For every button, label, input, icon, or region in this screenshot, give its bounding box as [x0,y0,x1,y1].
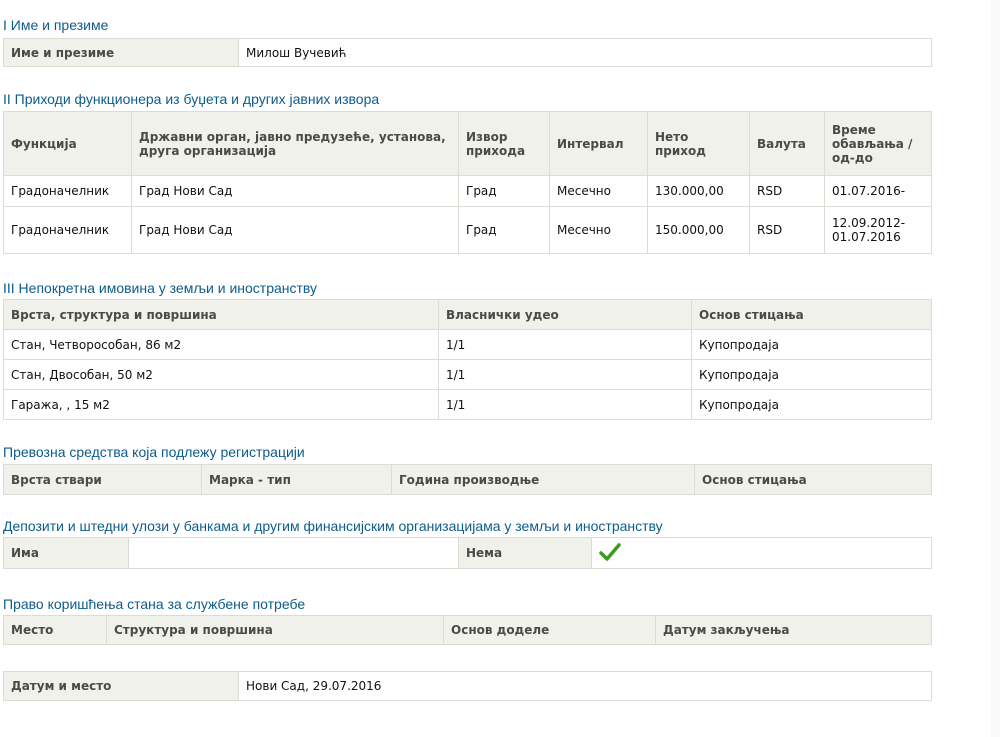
property-header: Врста, структура и површина [4,300,439,330]
housing-header: Место [4,616,107,645]
income-cell: Град [459,207,550,254]
section-deposits-title: Депозити и штедни улози у банкама и другим финансијским организацијама у земљи и иностранству [3,518,663,534]
income-header: Нето приход [648,112,750,176]
income-cell: Град [459,176,550,207]
income-cell: Градоначелник [4,207,132,254]
income-cell: RSD [750,176,825,207]
deposits-ima-label: Има [4,538,129,569]
property-cell: Купопродаја [692,360,932,390]
income-header: Функција [4,112,132,176]
housing-header: Датум закључења [656,616,932,645]
vehicles-header-row [4,465,932,495]
property-table [3,299,932,420]
vehicles-header: Основ стицања [695,465,932,495]
date-place-value: Нови Сад, 29.07.2016 [239,672,932,701]
vehicles-header: Врста ствари [4,465,202,495]
name-table [3,38,932,67]
income-cell: 130.000,00 [648,176,750,207]
income-cell: 150.000,00 [648,207,750,254]
housing-table [3,615,932,645]
section-name-title: I Име и презиме [3,17,109,33]
income-cell: 01.07.2016- [825,176,932,207]
section-housing-title: Право коришћења стана за службене потребе [3,596,306,612]
property-cell: 1/1 [439,330,692,360]
section-vehicles-title: Превозна средства која подлежу регистрацији [3,444,305,460]
property-header-row [4,300,932,330]
deposits-table [3,537,932,569]
income-header: Време обављања / од-до [825,112,932,176]
checkmark-icon [599,543,621,564]
housing-header-row [4,616,932,645]
name-label: Име и презиме [4,39,239,67]
income-cell: RSD [750,207,825,254]
property-cell: Стан, Двособан, 50 м2 [4,360,439,390]
property-cell: 1/1 [439,360,692,390]
date-place-table [3,671,932,701]
property-row [4,390,932,420]
income-cell: Месечно [550,176,648,207]
income-header: Државни орган, јавно предузеће, установа, друга организација [132,112,459,176]
income-header: Извор прихода [459,112,550,176]
property-cell: Купопродаја [692,330,932,360]
property-row [4,330,932,360]
income-header: Интервал [550,112,648,176]
income-cell: Град Нови Сад [132,176,459,207]
income-cell: Месечно [550,207,648,254]
section-property-title: III Непокретна имовина у земљи и иностранству [3,280,318,296]
deposits-nema-label: Нема [459,538,592,569]
deposits-ima-value [129,538,459,569]
income-row [4,207,932,254]
property-cell: Стан, Четворособан, 86 м2 [4,330,439,360]
property-row [4,360,932,390]
income-cell: Градоначелник [4,176,132,207]
section-income-title: II Приходи функционера из буџета и других јавних извора [3,91,380,107]
income-header-row [4,112,932,176]
property-cell: Гаража, , 15 м2 [4,390,439,420]
date-place-label: Датум и место [4,672,239,701]
name-value: Милош Вучевић [239,39,932,67]
vehicles-header: Година производње [392,465,695,495]
deposits-nema-value [592,538,932,569]
income-cell: 12.09.2012-01.07.2016 [825,207,932,254]
housing-header: Основ доделе [444,616,656,645]
vehicles-table [3,464,932,495]
property-header: Власнички удео [439,300,692,330]
income-cell: Град Нови Сад [132,207,459,254]
income-table [3,111,932,254]
property-cell: Купопродаја [692,390,932,420]
page-scrollbar[interactable] [991,0,1000,737]
vehicles-header: Марка - тип [202,465,392,495]
property-cell: 1/1 [439,390,692,420]
income-row [4,176,932,207]
property-header: Основ стицања [692,300,932,330]
housing-header: Структура и површина [107,616,444,645]
income-header: Валута [750,112,825,176]
